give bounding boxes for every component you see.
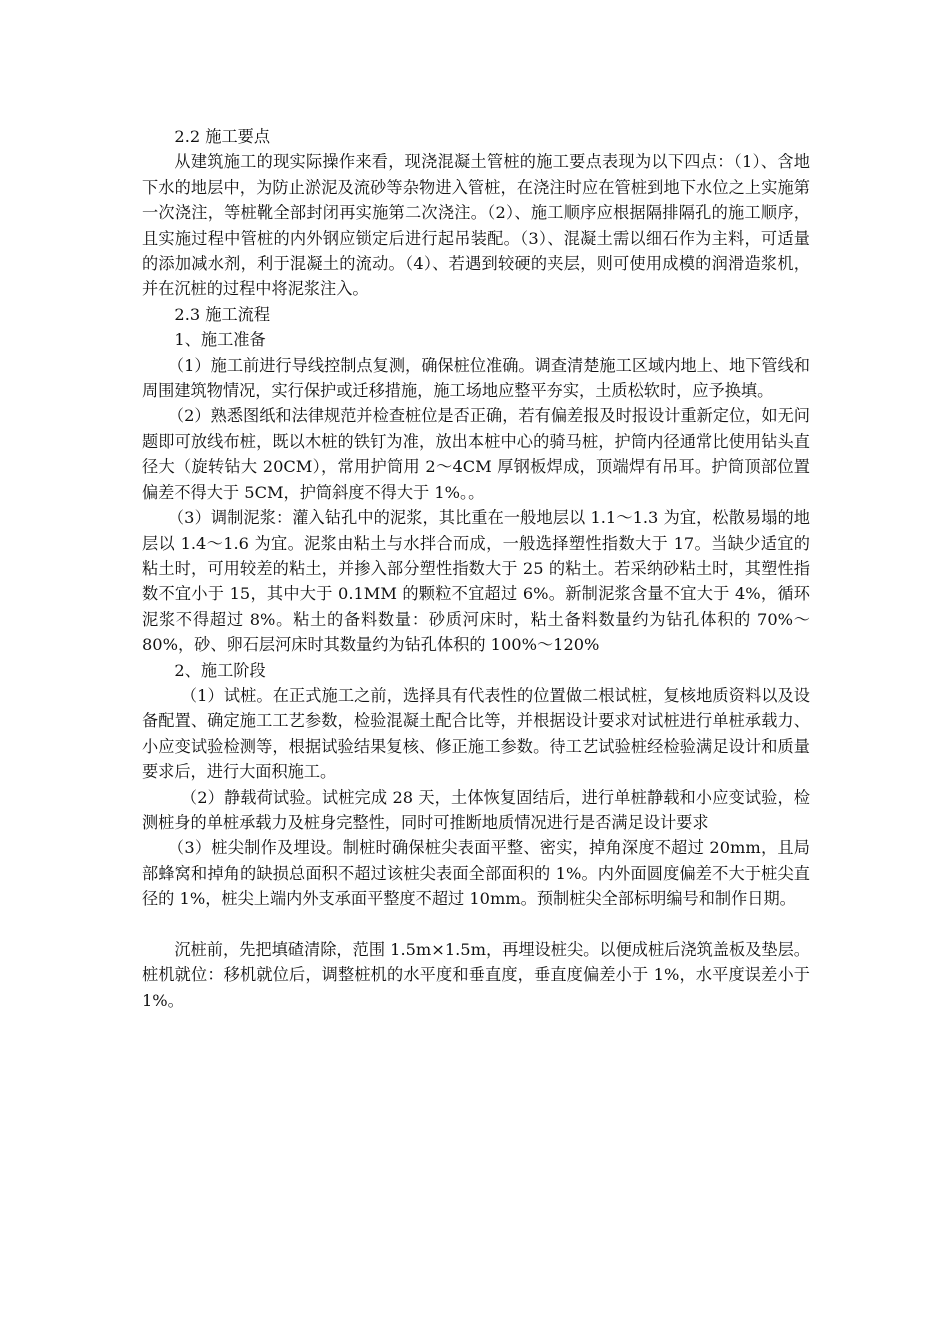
paragraph-preparation-item-2: （2）熟悉图纸和法律规范并检查桩位是否正确，若有偏差报及时报设计重新定位，如无问题即可放线布桩，既以木桩的铁钉为准，放出本桩中心的骑马桩，护筒内径通常比使用钻头直径大（旋转钻大 20CM），常用护筒用 2～4CM 厚钢板焊成，顶端焊有吊耳。护筒顶部位置偏差不得大于 5CM，护筒斜度不得大于 1%。。: [142, 406, 810, 502]
paragraph-preparation-item-1: （1）施工前进行导线控制点复测，确保桩位准确。调查清楚施工区域内地上、地下管线和周围建筑物情况，实行保护或迁移措施，施工场地应整平夯实，土质松软时，应予换填。: [142, 355, 810, 401]
section-heading-2-2: 2.2 施工要点: [174, 127, 271, 146]
paragraph-stage-item-3: （3）桩尖制作及埋设。制桩时确保桩尖表面平整、密实，掉角深度不超过 20mm，且局部蜂窝和掉角的缺损总面积不超过该桩尖表面全部面积的 1%。内外面圆度偏差不大于桩尖直径的 1%，桩尖上端内外支承面平整度不超过 10mm。预制桩尖全部标明编号和制作日期。: [142, 838, 810, 909]
paragraph-pile-sinking: 沉桩前，先把填碴清除，范围 1.5m×1.5m，再埋设桩尖。以便成桩后浇筑盖板及垫层。桩机就位：移机就位后，调整桩机的水平度和垂直度，垂直度偏差小于 1%，水平度误差小于 1%。: [142, 939, 810, 1010]
subsection-heading-preparation: 1、施工准备: [174, 330, 266, 350]
document-body: [142, 124, 810, 1013]
paragraph-stage-item-1: （1）试桩。在正式施工之前，选择具有代表性的位置做二根试桩，复核地质资料以及设备配置、确定施工工艺参数，检验混凝土配合比等，并根据设计要求对试桩进行单桩承载力、小应变试验检测等，根据试验结果复核、修正施工参数。待工艺试验桩经检验满足设计和质量要求后，进行大面积施工。: [142, 685, 810, 782]
section-heading-2-3: 2.3 施工流程: [174, 304, 271, 324]
paragraph-preparation-item-3: （3）调制泥浆：灌入钻孔中的泥浆，其比重在一般地层以 1.1～1.3 为宜，松散易塌的地层以 1.4～1.6 为宜。泥浆由粘土与水拌合而成，一般选择塑性指数大于 17。当缺少适宜的粘土时，可用较差的粘土，并掺入部分塑性指数大于 25 的粘土。若采纳砂粘土时，其塑性指数不宜小于 15，其中大于 0.1MM 的颗粒不宜超过 6%。新制泥浆含量不宜大于 4%，循环泥浆不得超过 8%。粘土的备料数量：砂质河床时，粘土备料数量约为钻孔体积的 70%～80%，砂、卵石层河床时其数量约为钻孔体积的 100%～120%: [142, 508, 810, 655]
paragraph-construction-key-points: 从建筑施工的现实际操作来看，现浇混凝土管桩的施工要点表现为以下四点：（1）、含地下水的地层中，为防止淤泥及流砂等杂物进入管桩，在浇注时应在管桩到地下水位之上实施第一次浇注，等桩靴全部封闭再实施第二次浇注。（2）、施工顺序应根据隔排隔孔的施工顺序，且实施过程中管桩的内外钢应锁定后进行起吊装配。（3）、混凝土需以细石作为主料，可适量的添加减水剂，利于混凝土的流动。（4）、若遇到较硬的夹层，则可使用成模的润滑造浆机，并在沉桩的过程中将泥浆注入。: [142, 152, 810, 299]
subsection-heading-construction-stage: 2、施工阶段: [174, 660, 266, 680]
paragraph-stage-item-2: （2）静载荷试验。试桩完成 28 天，土体恢复固结后，进行单桩静载和小应变试验，检测桩身的单桩承载力及桩身完整性，同时可推断地质情况进行是否满足设计要求: [142, 787, 810, 832]
